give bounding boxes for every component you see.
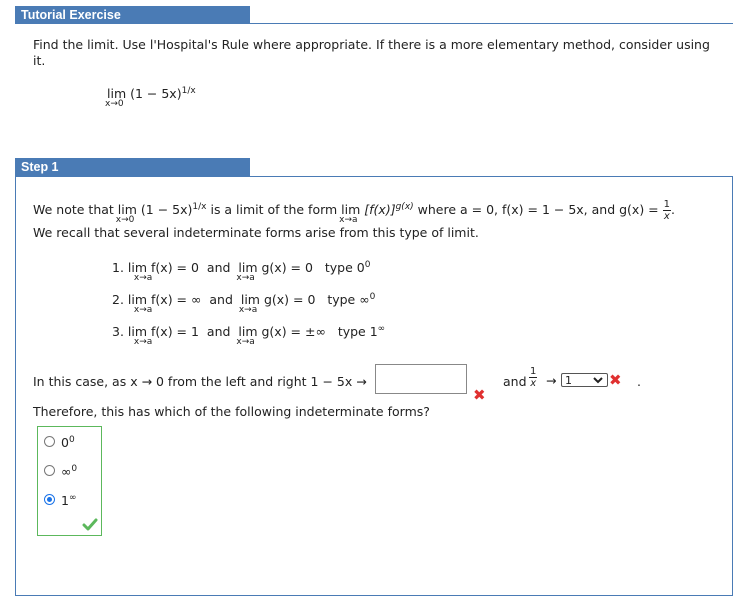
- problem-expression: [105, 86, 196, 110]
- form-type: type 1: [337, 324, 378, 340]
- form-item-3: [112, 324, 386, 348]
- step-header: Step 1: [15, 158, 250, 176]
- g-den: x: [663, 211, 670, 222]
- note-prefix: We note that: [33, 202, 114, 217]
- form-num: 2.: [112, 292, 124, 308]
- note-expr: (1 − 5x): [140, 202, 193, 217]
- form-num: 3.: [112, 324, 124, 340]
- therefore-text: Therefore, this has which of the following indeterminate forms?: [33, 404, 430, 419]
- form-item-2: [112, 292, 376, 316]
- limit-answer-input[interactable]: [375, 364, 467, 394]
- g-num: 1: [663, 199, 671, 210]
- form-num: 1.: [112, 260, 124, 276]
- g-fraction: [663, 199, 671, 222]
- form-sup: g(x): [395, 201, 414, 212]
- check-mark-icon: [82, 518, 98, 531]
- note-mid: is a limit of the form: [210, 202, 338, 217]
- wrong-mark-icon: ✖: [609, 371, 622, 389]
- lim-word: lim: [107, 86, 127, 102]
- tutorial-header: Tutorial Exercise: [15, 6, 250, 24]
- and-text: and: [503, 374, 527, 389]
- form-a: lim f(x) = 0: [127, 260, 199, 276]
- arrow-text: →: [546, 373, 557, 388]
- form-a-sub: x→a: [133, 305, 153, 316]
- chevron-down-icon: [593, 377, 603, 384]
- expr: (1 − 5x): [130, 86, 182, 102]
- option-radio-1[interactable]: [44, 436, 55, 447]
- option-label-2: ∞$^0$: [61, 464, 78, 480]
- form-type-sup: ∞: [377, 324, 386, 334]
- recip-fraction: [529, 366, 537, 389]
- case-text: In this case, as x → 0 from the left and right 1 − 5x →: [33, 374, 367, 389]
- lim-sub: x→0: [105, 99, 124, 110]
- form-a-sub: x→a: [133, 337, 153, 348]
- where-text: where a = 0, f(x) = 1 − 5x, and g(x) =: [417, 202, 659, 217]
- note-expr-sup: 1/x: [192, 201, 207, 212]
- period-text: .: [637, 374, 641, 389]
- form-and: and: [206, 324, 231, 340]
- form-and: and: [206, 260, 231, 276]
- select-value: 1: [565, 374, 572, 387]
- tutorial-header-rule: [15, 23, 733, 24]
- form-lim-sub: x→a: [339, 215, 358, 225]
- frac-num: 1: [530, 366, 537, 377]
- form-and: and: [209, 292, 233, 308]
- form-b: lim g(x) = ±∞: [238, 324, 326, 340]
- note-line: [33, 199, 675, 225]
- option-radio-2[interactable]: [44, 465, 55, 476]
- form-expr: [f(x)]: [364, 202, 396, 217]
- wrong-mark-icon: ✖: [473, 386, 486, 404]
- form-type: type 0: [324, 260, 365, 276]
- recall-text: We recall that several indeterminate forms arise from this type of limit.: [33, 225, 479, 240]
- form-b-sub: x→a: [236, 337, 255, 348]
- form-a: lim f(x) = 1: [127, 324, 199, 340]
- prompt-line-1: Find the limit. Use l'Hospital's Rule where appropriate. If there is a more elementary method, consider using: [33, 37, 710, 52]
- form-b-sub: x→a: [236, 273, 255, 284]
- note-lim: lim: [117, 202, 137, 217]
- form-b: lim g(x) = 0: [240, 292, 316, 308]
- form-type-sup: 0: [369, 292, 376, 302]
- form-type-sup: 0: [364, 260, 371, 270]
- option-radio-3[interactable]: [44, 494, 55, 505]
- option-label-1: $0^0$: [61, 435, 75, 451]
- note-lim-sub: x→0: [115, 215, 135, 225]
- form-b: lim g(x) = 0: [238, 260, 313, 276]
- g-end: .: [671, 202, 675, 217]
- form-b-sub: x→a: [238, 305, 258, 316]
- form-lim: lim: [341, 202, 361, 217]
- form-item-1: [112, 260, 371, 284]
- prompt-line-2: it.: [33, 53, 46, 68]
- expr-sup: 1/x: [181, 86, 196, 96]
- option-label-3: 1∞: [61, 493, 77, 509]
- form-a: lim f(x) = ∞: [127, 292, 202, 308]
- form-a-sub: x→a: [133, 273, 153, 284]
- answer-select[interactable]: [561, 373, 608, 387]
- form-type: type ∞: [327, 292, 370, 308]
- frac-den: x: [530, 378, 537, 389]
